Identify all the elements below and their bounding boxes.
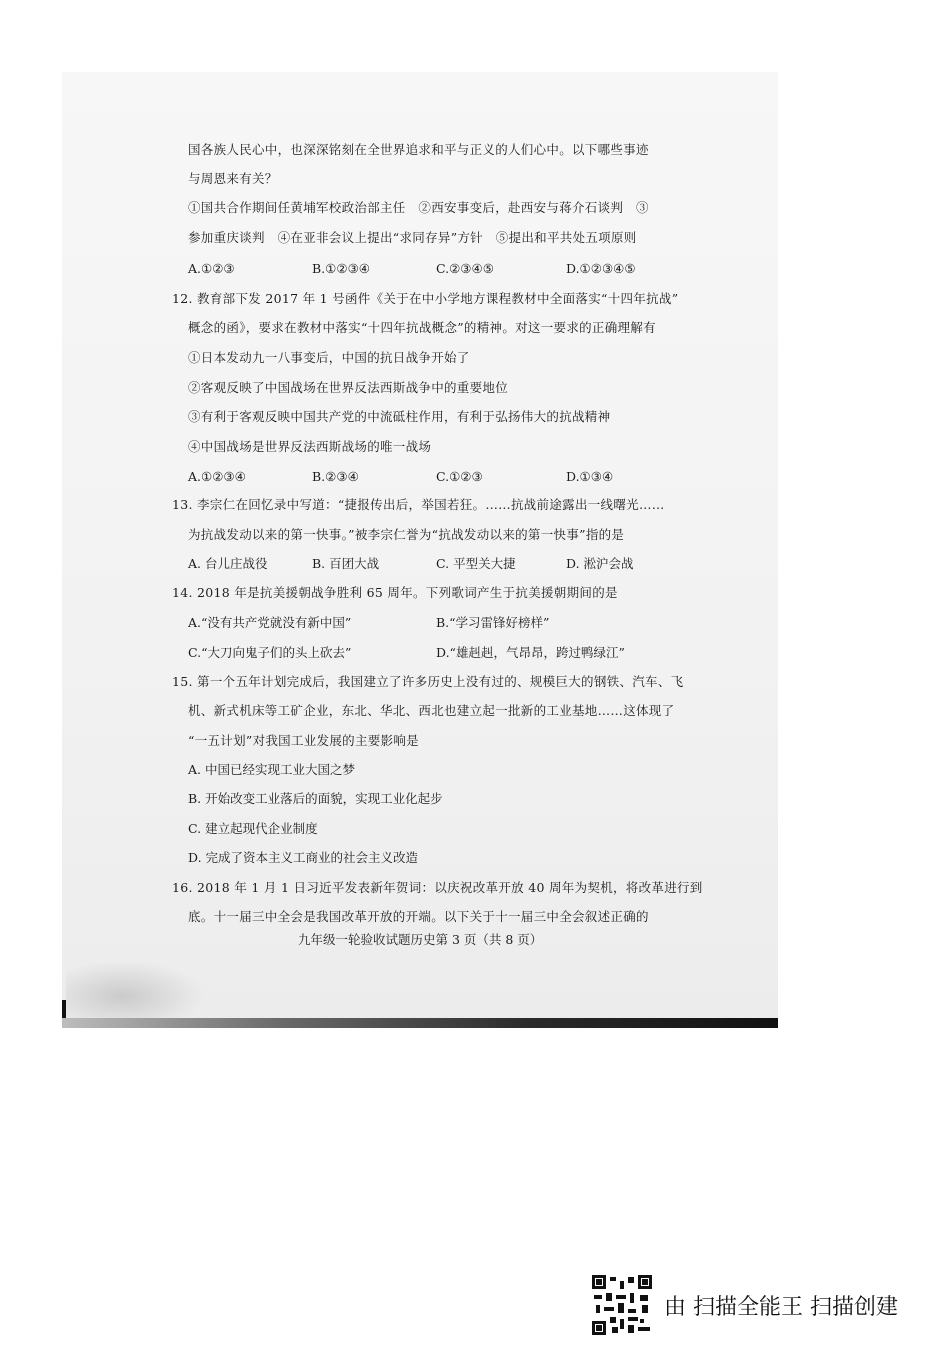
q15-stem-line-2: 机、新式机床等工矿企业，东北、华北、西北也建立起一批新的工业基地……这体现了: [188, 703, 675, 718]
q11-option-d: D.①②③④⑤: [566, 261, 636, 276]
q15-option-b: B. 开始改变工业落后的面貌，实现工业化起步: [188, 791, 443, 806]
q12-item-4: ④中国战场是世界反法西斯战场的唯一战场: [188, 439, 432, 454]
q15-stem-line-3: “一五计划”对我国工业发展的主要影响是: [188, 733, 419, 748]
q15-option-d: D. 完成了资本主义工商业的社会主义改造: [188, 850, 419, 865]
q12-option-c: C.①②③: [436, 469, 483, 484]
q12-item-3: ③有利于客观反映中国共产党的中流砥柱作用，有利于弘扬伟大的抗战精神: [188, 409, 611, 424]
q16-stem-line-1: 16. 2018 年 1 月 1 日习近平发表新年贺词：以庆祝改革开放 40 周年为契机，将改革进行到: [172, 880, 703, 895]
q12-option-a: A.①②③④: [188, 469, 246, 484]
q16-stem-line-2: 底。十一届三中全会是我国改革开放的开端。以下关于十一届三中全会叙述正确的: [188, 909, 649, 924]
q11-option-b: B.①②③④: [312, 261, 370, 276]
q12-stem-line-1: 12. 教育部下发 2017 年 1 号函件《关于在中小学地方课程教材中全面落实“十四年抗战”: [172, 291, 679, 306]
q14-stem: 14. 2018 年是抗美援朝战争胜利 65 周年。下列歌词产生于抗美援朝期间的是: [172, 585, 618, 600]
q12-stem-line-2: 概念的函》，要求在教材中落实“十四年抗战概念”的精神。对这一要求的正确理解有: [188, 320, 656, 335]
q11-item-line-1: ①国共合作期间任黄埔军校政治部主任 ②西安事变后，赴西安与蒋介石谈判 ③: [188, 200, 649, 215]
q12-item-2: ②客观反映了中国战场在世界反法西斯战争中的重要地位: [188, 380, 509, 395]
q13-stem-line-2: 为抗战发动以来的第一快事。”被李宗仁誉为“抗战发动以来的第一快事”指的是: [188, 527, 625, 542]
scan-smudge: [66, 960, 206, 1020]
q12-option-d: D.①③④: [566, 469, 614, 484]
q13-option-d: D. 淞沪会战: [566, 556, 634, 571]
q11-option-c: C.②③④⑤: [436, 261, 494, 276]
q11-option-a: A.①②③: [188, 261, 235, 276]
q12-item-1: ①日本发动九一八事变后，中国的抗日战争开始了: [188, 350, 470, 365]
q11-text-line-2: 与周恩来有关？: [188, 171, 278, 186]
q11-text-line-1: 国各族人民心中，也深深铭刻在全世界追求和平与正义的人们心中。以下哪些事迹: [188, 142, 649, 157]
qr-code-icon: [592, 1275, 652, 1335]
q13-option-a: A. 台儿庄战役: [188, 556, 268, 571]
q15-option-c: C. 建立起现代企业制度: [188, 821, 318, 836]
scan-bottom-edge: [62, 1018, 778, 1028]
q14-option-b: B.“学习雷锋好榜样”: [436, 615, 550, 630]
q14-option-c: C.“大刀向鬼子们的头上砍去”: [188, 645, 352, 660]
q13-stem-line-1: 13. 李宗仁在回忆录中写道：“捷报传出后，举国若狂。……抗战前途露出一线曙光……: [172, 497, 665, 512]
q11-item-line-2: 参加重庆谈判 ④在亚非会议上提出“求同存异”方针 ⑤提出和平共处五项原则: [188, 230, 637, 245]
page-footer: 九年级一轮验收试题历史第 3 页（共 8 页）: [298, 932, 543, 947]
scan-credit: 由 扫描全能王 扫描创建: [664, 1295, 898, 1320]
q15-option-a: A. 中国已经实现工业大国之梦: [188, 762, 355, 777]
q13-option-c: C. 平型关大捷: [436, 556, 516, 571]
q14-option-d: D.“雄赳赳，气昂昂，跨过鸭绿江”: [436, 645, 625, 660]
q15-stem-line-1: 15. 第一个五年计划完成后，我国建立了许多历史上没有过的、规模巨大的钢铁、汽车、飞: [172, 674, 684, 689]
q13-option-b: B. 百团大战: [312, 556, 380, 571]
q12-option-b: B.②③④: [312, 469, 359, 484]
q14-option-a: A.“没有共产党就没有新中国”: [188, 615, 352, 630]
